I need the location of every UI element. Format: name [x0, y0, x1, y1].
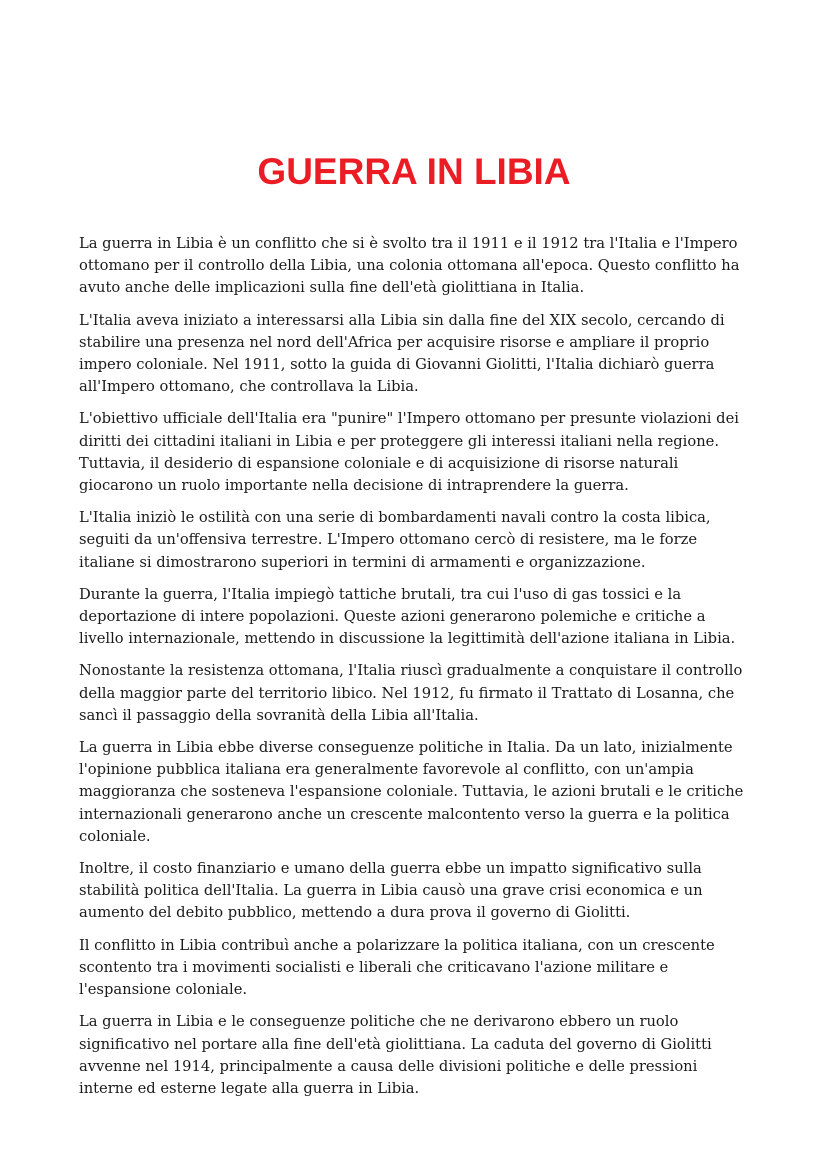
paragraph: L'Italia aveva iniziato a interessarsi alla Libia sin dalla fine del XIX secolo, cercando di stabilire una presenza nel nord dell'Africa per acquisire risorse e ampliare il proprio impero coloniale. Nel 1911, sotto la guida di Giovanni Giolitti, l'Italia dichiarò guerra all'Impero ottomano, che controllava la Libia. — [79, 311, 725, 396]
paragraph: L'obiettivo ufficiale dell'Italia era "punire" l'Impero ottomano per presunte violazioni dei diritti dei cittadini italiani in Libia e per proteggere gli interessi italiani nella regione. Tuttavia, il desiderio di espansione coloniale e di acquisizione di risorse naturali giocarono un ruolo importante nella decisione di intraprendere la guerra. — [79, 410, 739, 495]
paragraph: Durante la guerra, l'Italia impiegò tattiche brutali, tra cui l'uso di gas tossici e la deportazione di intere popolazioni. Queste azioni generarono polemiche e critiche a livello internazionale, mettendo in discussione la legittimità dell'azione italiana in Libia. — [79, 585, 736, 648]
paragraph: Il conflitto in Libia contribuì anche a polarizzare la politica italiana, con un crescente scontento tra i movimenti socialisti e liberali che criticavano l'azione militare e l'espansione coloniale. — [79, 936, 715, 999]
paragraph: La guerra in Libia ebbe diverse conseguenze politiche in Italia. Da un lato, inizialmente l'opinione pubblica italiana era generalmente favorevole al conflitto, con un'ampia maggioranza che sosteneva l'espansione coloniale. Tuttavia, le azioni brutali e le critiche internazionali generarono anche un crescente malcontento verso la guerra e la politica coloniale. — [79, 739, 744, 845]
paragraph: La guerra in Libia e le conseguenze politiche che ne derivarono ebbero un ruolo significativo nel portare alla fine dell'età giolittiana. La caduta del governo di Giolitti avvenne nel 1914, principalmente a causa delle divisioni politiche e delle pressioni interne ed esterne legate alla guerra in Libia. — [79, 1013, 712, 1097]
paragraph: L'Italia iniziò le ostilità con una serie di bombardamenti navali contro la costa libica, seguiti da un'offensiva terrestre. L'Impero ottomano cercò di resistere, ma le forze italiane si dimostrarono superiori in termini di armamenti e organizzazione. — [79, 509, 711, 571]
paragraph: Nonostante la resistenza ottomana, l'Italia riuscì gradualmente a conquistare il controllo della maggior parte del territorio libico. Nel 1912, fu firmato il Trattato di Losanna, che sancì il passaggio della sovranità della Libia all'Italia. — [79, 662, 743, 724]
document-title: GUERRA IN LIBIA — [257, 151, 571, 192]
document-body — [79, 233, 751, 1110]
paragraph: Inoltre, il costo finanziario e umano della guerra ebbe un impatto significativo sulla stabilità politica dell'Italia. La guerra in Libia causò una grave crisi economica e un aumento del debito pubblico, mettendo a dura prova il governo di Giolitti. — [79, 860, 703, 922]
paragraph: La guerra in Libia è un conflitto che si è svolto tra il 1911 e il 1912 tra l'Italia e l'Impero ottomano per il controllo della Libia, una colonia ottomana all'epoca. Questo conflitto ha avuto anche delle implicazioni sulla fine dell'età giolittiana in Italia. — [79, 235, 740, 297]
